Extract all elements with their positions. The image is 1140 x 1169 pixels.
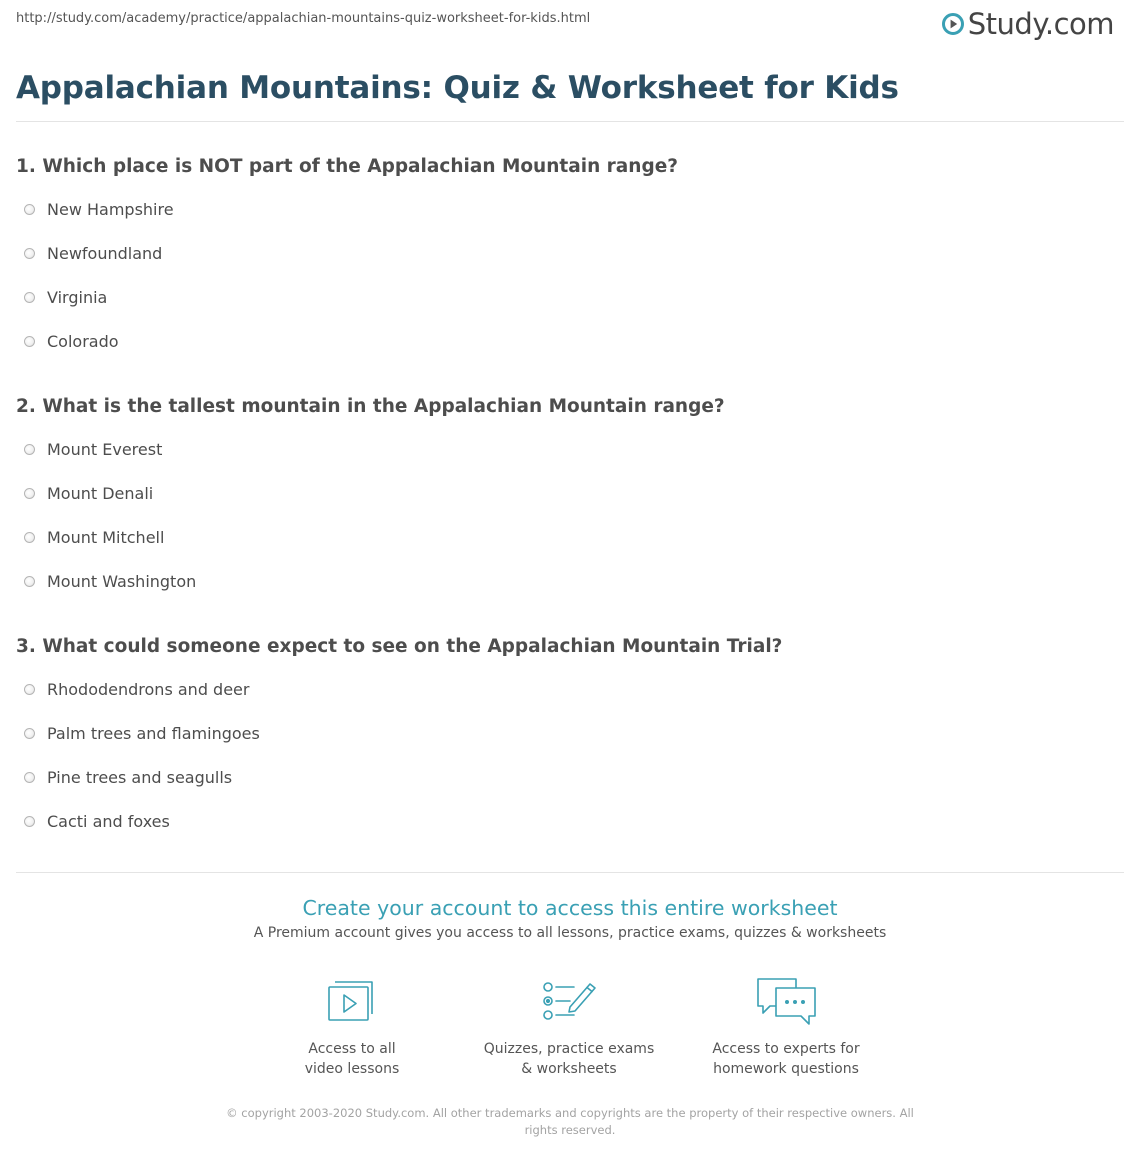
q2-option-4[interactable] — [24, 572, 196, 591]
option-label: Palm trees and flamingoes — [47, 724, 260, 743]
radio-button[interactable] — [24, 576, 35, 587]
option-label: Rhododendrons and deer — [47, 680, 250, 699]
q2-option-3[interactable] — [24, 528, 164, 547]
cta-subtitle: A Premium account gives you access to all lessons, practice exams, quizzes & worksheets — [253, 925, 887, 941]
option-label: New Hampshire — [47, 200, 174, 219]
radio-button[interactable] — [24, 204, 35, 215]
q3-option-1[interactable] — [24, 680, 249, 699]
feature-experts — [686, 976, 886, 1079]
option-label: Mount Denali — [47, 484, 154, 503]
q1-option-3[interactable] — [24, 288, 107, 307]
page-url: http://study.com/academy/practice/appalachian-mountains-quiz-worksheet-for-kids.html — [16, 11, 591, 26]
copyright-notice: © copyright 2003-2020 Study.com. All other trademarks and copyrights are the property of their respective owners. All rights reserved. — [226, 1106, 914, 1137]
q3-option-3[interactable] — [24, 768, 232, 787]
radio-button[interactable] — [24, 728, 35, 739]
chat-bubbles-icon — [754, 976, 818, 1028]
radio-button[interactable] — [24, 488, 35, 499]
option-label: Virginia — [47, 288, 108, 307]
q1-option-2[interactable] — [24, 244, 162, 263]
cta-divider — [16, 872, 1124, 873]
question-2: 2. What is the tallest mountain in the Appalachian Mountain range? — [16, 396, 725, 417]
radio-button[interactable] — [24, 684, 35, 695]
option-label: Mount Washington — [47, 572, 197, 591]
q3-option-2[interactable] — [24, 724, 260, 743]
q1-option-1[interactable] — [24, 200, 174, 219]
feature-video-lessons — [252, 976, 452, 1079]
radio-button[interactable] — [24, 444, 35, 455]
q2-option-2[interactable] — [24, 484, 153, 503]
option-label: Cacti and foxes — [47, 812, 170, 831]
option-label: Mount Mitchell — [47, 528, 165, 547]
logo-text: Study.com — [967, 7, 1114, 41]
q2-option-1[interactable] — [24, 440, 162, 459]
quiz-checklist-icon — [540, 976, 598, 1028]
feature-label: Quizzes, practice exams & worksheets — [483, 1041, 655, 1077]
feature-quizzes — [469, 976, 669, 1079]
page-title: Appalachian Mountains: Quiz & Worksheet for Kids — [16, 70, 899, 106]
option-label: Newfoundland — [47, 244, 163, 263]
study-logo[interactable] — [942, 8, 1114, 40]
radio-button[interactable] — [24, 248, 35, 259]
radio-button[interactable] — [24, 532, 35, 543]
question-1: 1. Which place is NOT part of the Appalachian Mountain range? — [16, 156, 678, 177]
radio-button[interactable] — [24, 292, 35, 303]
question-3: 3. What could someone expect to see on the Appalachian Mountain Trial? — [16, 636, 783, 657]
q3-option-4[interactable] — [24, 812, 170, 831]
option-label: Mount Everest — [47, 440, 163, 459]
radio-button[interactable] — [24, 772, 35, 783]
video-lessons-icon — [325, 976, 379, 1028]
option-label: Pine trees and seagulls — [47, 768, 233, 787]
cta-title-link[interactable]: Create your account to access this entire worksheet — [302, 896, 838, 920]
title-divider — [16, 121, 1124, 122]
option-label: Colorado — [47, 332, 119, 351]
play-circle-icon — [942, 13, 964, 35]
feature-label: Access to experts for homework questions — [712, 1041, 860, 1077]
radio-button[interactable] — [24, 816, 35, 827]
q1-option-4[interactable] — [24, 332, 119, 351]
feature-label: Access to all video lessons — [304, 1041, 400, 1077]
radio-button[interactable] — [24, 336, 35, 347]
